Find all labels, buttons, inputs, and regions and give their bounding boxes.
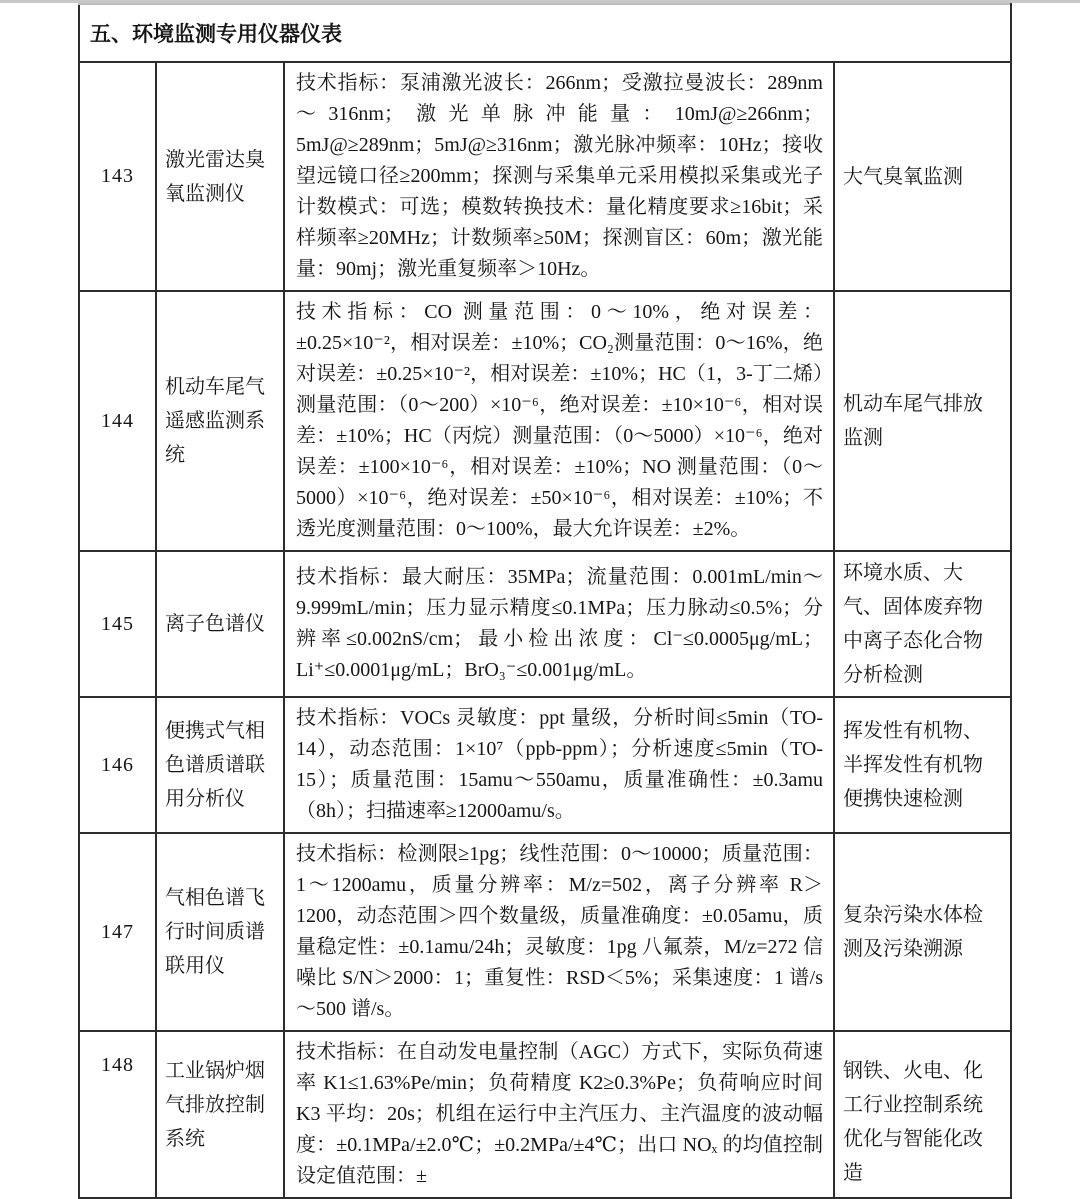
instrument-name: 机动车尾气遥感监测系统	[156, 291, 284, 551]
row-number: 145	[79, 551, 156, 697]
row-number: 143	[79, 62, 156, 291]
row-number: 146	[79, 697, 156, 833]
section-title-row	[79, 4, 1011, 62]
application-field: 挥发性有机物、半挥发性有机物便携快速检测	[834, 697, 1011, 833]
row-number: 147	[79, 833, 156, 1031]
instrument-name: 离子色谱仪	[156, 551, 284, 697]
table-row	[79, 1031, 1011, 1198]
technical-spec: 技术指标：泵浦激光波长：266nm；受激拉曼波长：289nm～316nm；激光单脉冲能量：10mJ@≥266nm；5mJ@≥289nm；5mJ@≥316nm；激光脉冲频率：10Hz；接收望远镜口径≥200mm；探测与采集单元采用模拟采集或光子计数模式：可选；模数转换技术：量化精度要求≥16bit；采样频率≥20MHz；计数频率≥50M；探测盲区：60m；激光能量：90mj；激光重复频率＞10Hz。	[284, 62, 834, 291]
application-field: 机动车尾气排放监测	[834, 291, 1011, 551]
table-row	[79, 551, 1011, 697]
instrument-name: 工业锅炉烟气排放控制系统	[156, 1031, 284, 1198]
table-row	[79, 833, 1011, 1031]
instrument-name: 气相色谱飞行时间质谱联用仪	[156, 833, 284, 1031]
application-field: 复杂污染水体检测及污染溯源	[834, 833, 1011, 1031]
instrument-name: 便携式气相色谱质谱联用分析仪	[156, 697, 284, 833]
technical-spec: 技术指标：在自动发电量控制（AGC）方式下，实际负荷速率 K1≤1.63%Pe/min；负荷精度 K2≥0.3%Pe；负荷响应时间 K3 平均：20s；机组在运行中主汽压力、主汽温度的波动幅度：±0.1MPa/±2.0℃；±0.2MPa/±4℃；出口 NOₓ 的均值控制设定值范围：±	[284, 1031, 834, 1198]
technical-spec: 技术指标：CO 测量范围：0～10%，绝对误差：±0.25×10⁻²，相对误差：±10%；CO₂测量范围：0～16%，绝对误差：±0.25×10⁻²，相对误差：±10%；HC（1，3-丁二烯）测量范围：（0～200）×10⁻⁶，绝对误差：±10×10⁻⁶，相对误差：±10%；HC（丙烷）测量范围：（0～5000）×10⁻⁶，绝对误差：±100×10⁻⁶，相对误差：±10%；NO 测量范围：（0～5000）×10⁻⁶，绝对误差：±50×10⁻⁶，相对误差：±10%；不透光度测量范围：0～100%，最大允许误差：±2%。	[284, 291, 834, 551]
table-row	[79, 62, 1011, 291]
application-field: 环境水质、大气、固体废弃物中离子态化合物分析检测	[834, 551, 1011, 697]
row-number: 144	[79, 291, 156, 551]
technical-spec: 技术指标：VOCs 灵敏度：ppt 量级，分析时间≤5min（TO-14），动态范围：1×10⁷（ppb-ppm）；分析速度≤5min（TO-15）；质量范围：15amu～550amu，质量准确性：±0.3amu（8h）；扫描速率≥12000amu/s。	[284, 697, 834, 833]
instrument-table	[78, 3, 1012, 1199]
instrument-name: 激光雷达臭氧监测仪	[156, 62, 284, 291]
application-field: 钢铁、火电、化工行业控制系统优化与智能化改造	[834, 1031, 1011, 1198]
technical-spec: 技术指标：最大耐压：35MPa；流量范围：0.001mL/min～9.999mL/min；压力显示精度≤0.1MPa；压力脉动≤0.5%；分辨率≤0.002nS/cm；最小检出浓度：Cl⁻≤0.0005μg/mL；Li⁺≤0.0001μg/mL；BrO₃⁻≤0.001μg/mL。	[284, 551, 834, 697]
row-number: 148	[79, 1031, 156, 1198]
section-title: 五、环境监测专用仪器仪表	[79, 4, 1011, 62]
table-row	[79, 697, 1011, 833]
technical-spec: 技术指标：检测限≥1pg；线性范围：0～10000；质量范围：1～1200amu，质量分辨率：M/z=502，离子分辨率 R＞1200，动态范围＞四个数量级，质量准确度：±0.05amu，质量稳定性：±0.1amu/24h；灵敏度：1pg 八氟萘，M/z=272 信噪比 S/N＞2000：1；重复性：RSD＜5%；采集速度：1 谱/s～500 谱/s。	[284, 833, 834, 1031]
table-row	[79, 291, 1011, 551]
application-field: 大气臭氧监测	[834, 62, 1011, 291]
